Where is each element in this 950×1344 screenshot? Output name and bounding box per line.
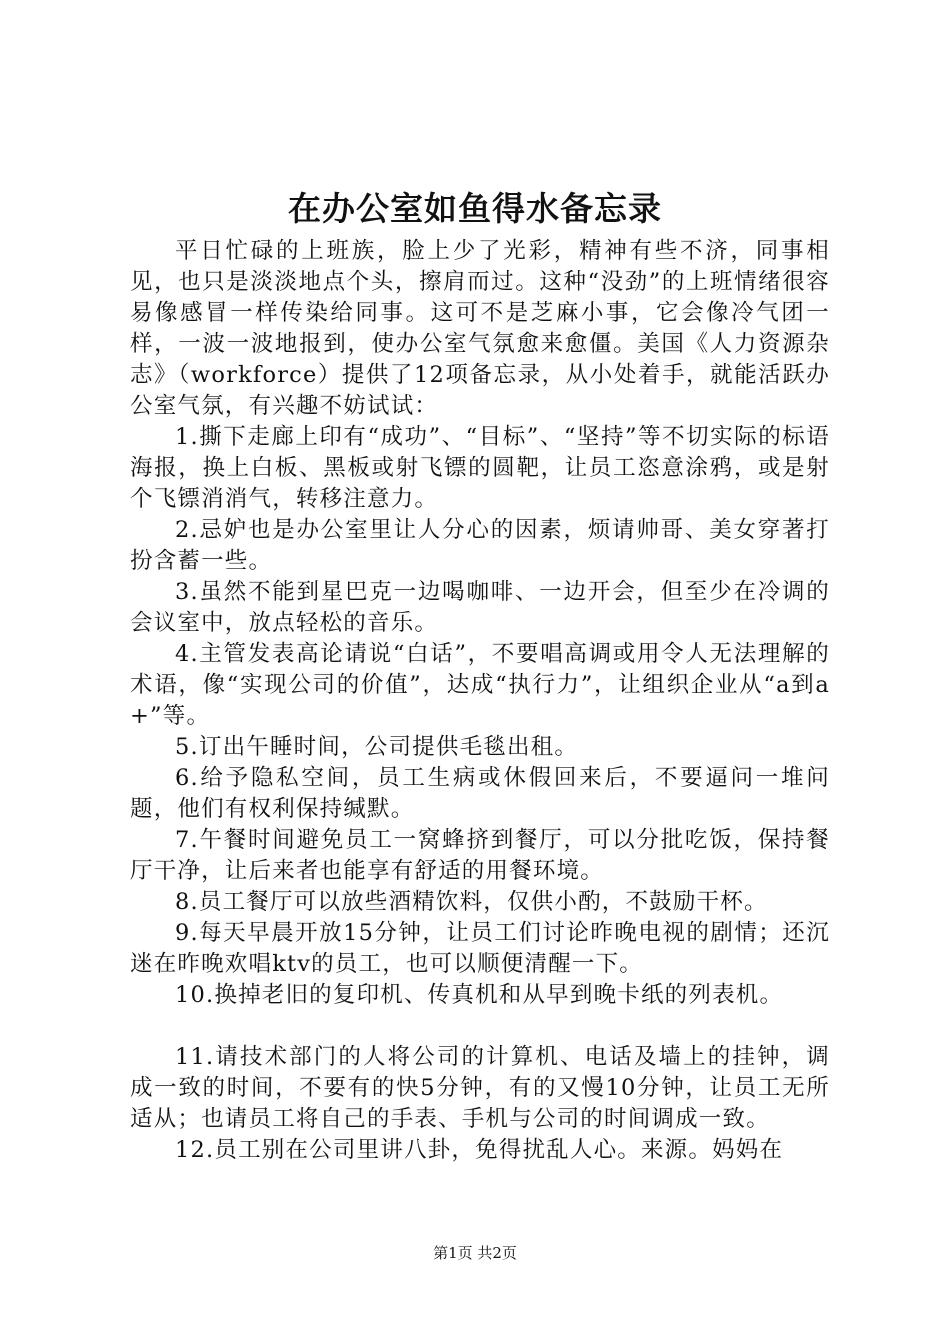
intro-paragraph: 平日忙碌的上班族，脸上少了光彩，精神有些不济，同事相见，也只是淡淡地点个头，擦肩而过。这种“没劲”的上班情绪很容易像感冒一样传染给同事。这可不是芝麻小事，它会像冷气团一样，一波一波地报到，使办公室气氛愈来愈僵。美国《人力资源杂志》（workforce）提供了12项备忘录，从小处着手，就能活跃办公室气氛，有兴趣不妨试试： <box>130 238 830 419</box>
list-item-9: 9.每天早晨开放15分钟，让员工们讨论昨晚电视的剧情；还沉迷在昨晚欢唱ktv的员工，也可以顺便清醒一下。 <box>130 920 830 977</box>
list-item-3: 3.虽然不能到星巴克一边喝咖啡、一边开会，但至少在冷调的会议室中，放点轻松的音乐。 <box>130 579 830 636</box>
list-item-12: 12.员工别在公司里讲八卦，免得扰乱人心。来源。妈妈在 <box>175 1137 784 1163</box>
list-item-2: 2.忌妒也是办公室里让人分心的因素，烦请帅哥、美女穿著打扮含蓄一些。 <box>130 517 830 574</box>
page-number-footer: 第1页 共2页 <box>433 1244 517 1262</box>
document-title: 在办公室如鱼得水备忘录 <box>288 189 662 228</box>
list-item-6: 6.给予隐私空间，员工生病或休假回来后，不要逼问一堆问题，他们有权利保持缄默。 <box>130 765 830 822</box>
list-item-11: 11.请技术部门的人将公司的计算机、电话及墙上的挂钟，调成一致的时间，不要有的快5分钟，有的又慢10分钟，让员工无所适从；也请员工将自己的手表、手机与公司的时间调成一致。 <box>130 1044 830 1132</box>
list-item-1: 1.撕下走廊上印有“成功”、“目标”、“坚持”等不切实际的标语海报，换上白板、黑板或射飞镖的圆靶，让员工恣意涂鸦，或是射个飞镖消消气，转移注意力。 <box>130 424 830 512</box>
list-item-8: 8.员工餐厅可以放些酒精饮料，仅供小酌，不鼓励干杯。 <box>175 889 768 915</box>
list-item-5: 5.订出午睡时间，公司提供毛毯出租。 <box>175 734 579 760</box>
list-item-4: 4.主管发表高论请说“白话”，不要唱高调或用令人无法理解的术语，像“实现公司的价值”，达成“执行力”，让组织企业从“a到a+”等。 <box>130 641 830 729</box>
document-body <box>130 236 830 1166</box>
list-item-7: 7.午餐时间避免员工一窝蜂挤到餐厅，可以分批吃饭，保持餐厅干净，让后来者也能享有舒适的用餐环境。 <box>130 827 830 884</box>
list-item-10: 10.换掉老旧的复印机、传真机和从早到晚卡纸的列表机。 <box>175 982 784 1008</box>
